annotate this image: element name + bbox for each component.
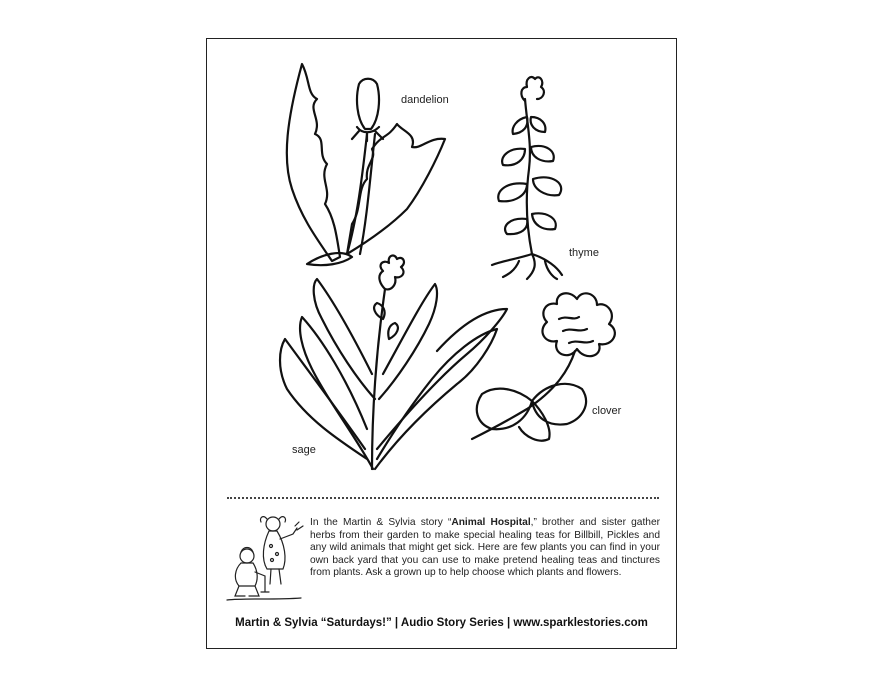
thyme-drawing [492, 77, 562, 279]
label-sage: sage [292, 444, 316, 456]
dotted-divider [227, 497, 659, 499]
martin-and-sylvia-illustration [225, 514, 305, 604]
story-title: Animal Hospital [451, 517, 531, 528]
label-dandelion: dandelion [401, 94, 449, 106]
story-description: In the Martin & Sylvia story “Animal Hospital,” brother and sister gather herbs from their garden to make special healing teas for Billbill, Pickles and any wild animals that might get sick. Here are few plants you can find in your own back yard that you can use to make pretend healing teas and tinctures from plants. Ask a grown up to help choose which plants and flowers. [310, 517, 661, 579]
footer-credit: Martin & Sylvia “Saturdays!” | Audio Story Series | www.sparklestories.com [235, 617, 648, 629]
label-thyme: thyme [569, 247, 599, 259]
label-clover: clover [592, 405, 622, 417]
coloring-page [206, 38, 677, 649]
sage-drawing [280, 256, 507, 469]
clover-drawing [472, 293, 615, 440]
